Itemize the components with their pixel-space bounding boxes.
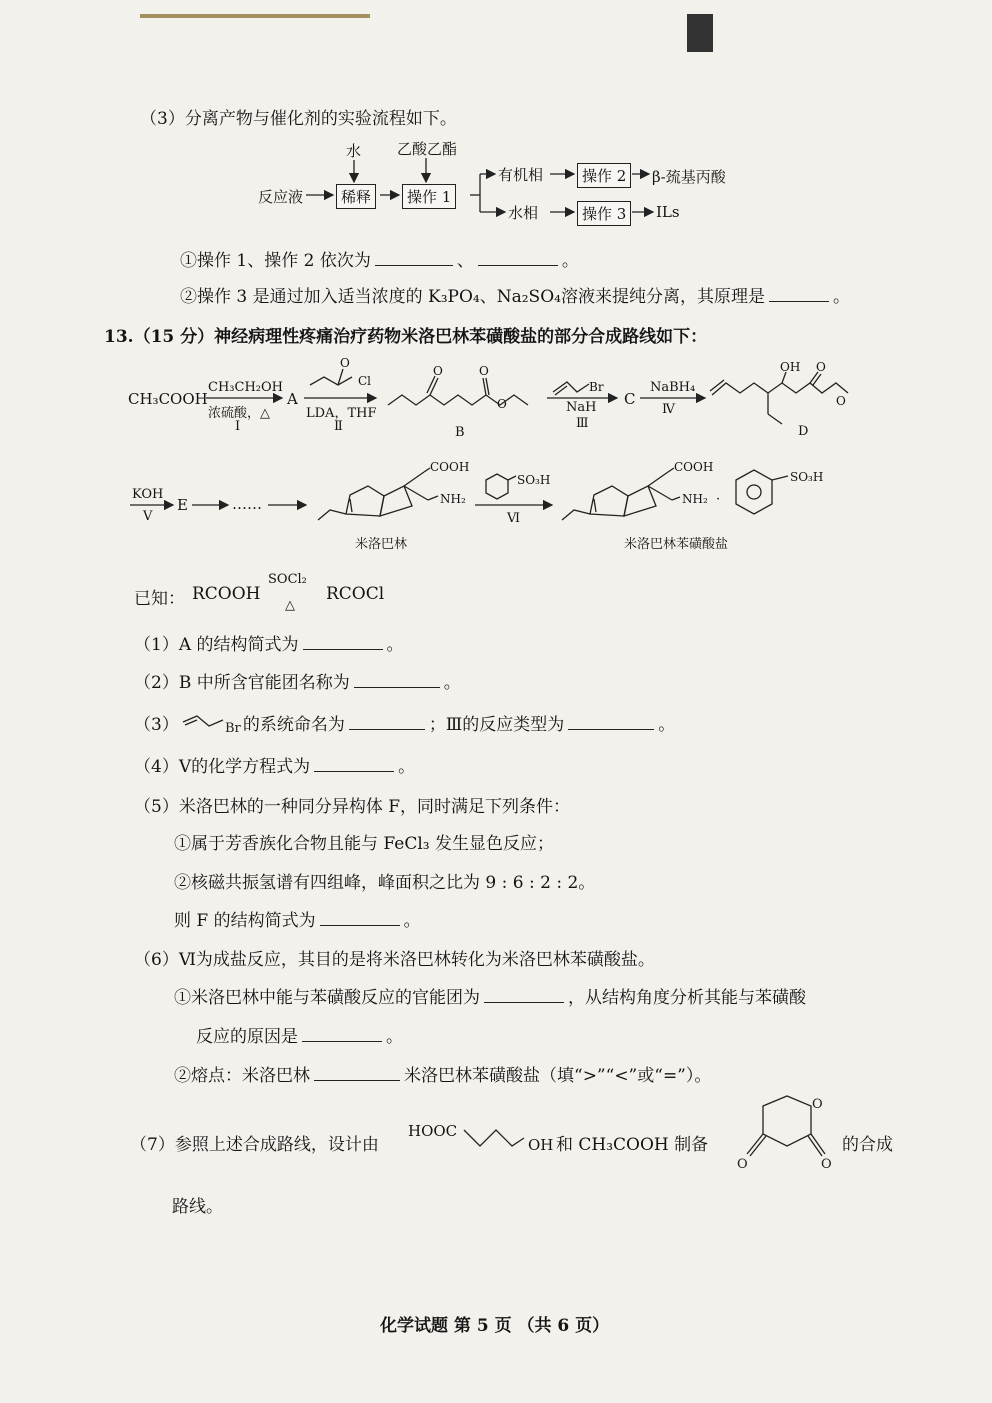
- flow-product1: β-巯基丙酸: [652, 168, 726, 186]
- flow-ethyl-acetate: 乙酸乙酯: [397, 140, 458, 158]
- q13-q3: [134, 710, 675, 736]
- q13-q3-label: （3）: [134, 715, 179, 735]
- q13-q6-2-text: ②熔点：米洛巴林: [174, 1066, 310, 1086]
- answer-blank[interactable]: [320, 924, 400, 926]
- q7-chain-icon: [462, 1120, 532, 1160]
- q13-q1: [134, 630, 404, 655]
- q13-q7-hooc: HOOC: [408, 1122, 458, 1140]
- q13-q2-end: 。: [443, 673, 461, 693]
- q13-q7-text2: 和 CH₃COOH 制备: [556, 1135, 709, 1155]
- known-right: RCOCl: [326, 584, 385, 604]
- scheme-nh2-2: NH₂: [682, 492, 708, 506]
- scheme-step5: Ⅴ: [143, 509, 153, 524]
- q12-sub1-end: 。: [561, 251, 579, 271]
- lactone-ester-o: O: [821, 1157, 832, 1172]
- q13-q7-text1: （7）参照上述合成路线，设计由: [130, 1135, 379, 1155]
- q13-q4-text: （4）Ⅴ的化学方程式为: [134, 757, 311, 777]
- scheme-reagent1-top: CH₃CH₂OH: [208, 380, 283, 395]
- scheme-o2: O: [433, 364, 443, 378]
- known-cond: △: [285, 598, 295, 613]
- known-reagent: SOCl₂: [268, 572, 307, 587]
- scheme-structures: [0, 0, 992, 560]
- scheme-step3: Ⅲ: [576, 416, 589, 431]
- q13-q7-text3: 的合成: [842, 1135, 893, 1155]
- q13-q6-1-text3: 反应的原因是: [196, 1027, 298, 1047]
- flow-water: 水: [346, 142, 362, 160]
- q13-q6-1: [174, 983, 806, 1008]
- answer-blank[interactable]: [302, 1040, 382, 1042]
- flow-input: 反应液: [258, 188, 304, 206]
- scheme-o6: O: [836, 394, 846, 408]
- answer-blank[interactable]: [354, 686, 440, 688]
- known-left: RCOOH: [192, 584, 261, 604]
- scheme-B: B: [455, 425, 465, 440]
- q13-q5-cond2: ②核磁共振氢谱有四组峰，峰面积之比为 9 : 6 : 2 : 2。: [174, 873, 596, 893]
- q12-sub2-end: 。: [832, 287, 850, 307]
- answer-blank[interactable]: [484, 1001, 564, 1003]
- q13-q6: （6）Ⅵ为成盐反应，其目的是将米洛巴林转化为米洛巴林苯磺酸盐。: [134, 950, 655, 970]
- scheme-mirogabalin: 米洛巴林: [355, 537, 408, 552]
- scheme-reagent3-bottom: NaH: [566, 400, 597, 415]
- q3-br-label: Br: [224, 721, 241, 736]
- q13-q3-end: 。: [658, 715, 676, 735]
- scheme-o4: O: [497, 397, 507, 411]
- q13-q6-1-text: ①米洛巴林中能与苯磺酸反应的官能团为: [174, 988, 480, 1008]
- q13-q3-text2: ；Ⅲ的反应类型为: [428, 715, 565, 735]
- scheme-so3h-2: SO₃H: [790, 470, 824, 484]
- q12-part3-intro: （3）分离产物与催化剂的实验流程如下。: [140, 109, 457, 129]
- scheme-E: E: [177, 496, 188, 514]
- scheme-step4: Ⅳ: [662, 402, 675, 417]
- scheme-reagent1-bottom: 浓硫酸，△: [208, 406, 270, 421]
- flow-op3-box: 操作 3: [577, 201, 631, 226]
- q13-q4: [134, 752, 415, 777]
- answer-blank[interactable]: [314, 770, 394, 772]
- q13-q6-2: [174, 1061, 711, 1086]
- lactone-keto-o: O: [737, 1157, 748, 1172]
- q13-q7-oh: OH: [528, 1136, 554, 1154]
- q13-q2: [134, 668, 461, 693]
- scheme-cooh2: COOH: [674, 460, 714, 474]
- q13-q5-cond1: ①属于芳香族化合物且能与 FeCl₃ 发生显色反应；: [174, 834, 554, 854]
- scheme-o1: O: [340, 356, 350, 370]
- scheme-dots: ……: [232, 495, 262, 513]
- q13-header: 13.（15 分）神经病理性疼痛治疗药物米洛巴林苯磺酸盐的部分合成路线如下：: [104, 327, 708, 347]
- q13-q2-text: （2）B 中所含官能团名称为: [134, 673, 350, 693]
- answer-blank[interactable]: [303, 648, 383, 650]
- scheme-C: C: [624, 390, 636, 408]
- scheme-dot: ·: [716, 492, 721, 507]
- scheme-o3: O: [479, 364, 489, 378]
- scheme-nh2-1: NH₂: [440, 492, 466, 506]
- q13-q5-f-text: 则 F 的结构简式为: [174, 911, 316, 931]
- scheme-salt: 米洛巴林苯磺酸盐: [624, 537, 729, 552]
- q12-sub1-text: ①操作 1、操作 2 依次为: [180, 251, 371, 271]
- q13-q6-2-text2: 米洛巴林苯磺酸盐（填“>”“<”或“=”）。: [404, 1066, 712, 1086]
- q13-q1-end: 。: [386, 635, 404, 655]
- lactone-ring-o: O: [812, 1097, 823, 1112]
- scheme-step2: Ⅱ: [334, 419, 343, 434]
- q13-q4-end: 。: [398, 757, 416, 777]
- scheme-cl: Cl: [358, 374, 372, 388]
- page-footer: 化学试题 第 5 页 （共 6 页）: [380, 1316, 610, 1336]
- scheme-step6: Ⅵ: [507, 511, 521, 526]
- answer-blank[interactable]: [314, 1079, 400, 1081]
- scheme-reagent4-top: NaBH₄: [650, 380, 696, 395]
- scheme-cooh1: COOH: [430, 460, 470, 474]
- q13-q6-1-cont: [196, 1022, 403, 1047]
- flow-op2-box: 操作 2: [577, 163, 631, 188]
- scheme-oh: OH: [780, 360, 801, 374]
- scheme-br: Br: [589, 380, 604, 394]
- scheme-A: A: [287, 390, 298, 408]
- q13-q3-text: 的系统命名为: [242, 715, 345, 735]
- q7-target-lactone: [715, 1088, 840, 1178]
- q13-q5: （5）米洛巴林的一种同分异构体 F，同时满足下列条件：: [134, 797, 571, 817]
- scheme-start: CH₃COOH: [128, 390, 208, 408]
- scheme-D: D: [798, 424, 809, 439]
- flow-product2: ILs: [656, 203, 680, 221]
- flow-dilute-box: 稀释: [336, 184, 376, 209]
- scheme-step1: Ⅰ: [235, 419, 241, 434]
- scheme-reagent5-top: KOH: [132, 487, 164, 502]
- q13-q7-text4: 路线。: [172, 1197, 223, 1217]
- known-label: 已知：: [134, 589, 185, 609]
- allyl-bromide-icon: [179, 714, 243, 736]
- answer-blank[interactable]: [349, 728, 425, 730]
- q12-sub1-sep: 、: [456, 251, 474, 271]
- q13-q6-1-text2: ，从结构角度分析其能与苯磺酸: [568, 988, 806, 1008]
- answer-blank[interactable]: [568, 728, 654, 730]
- flow-aqueous: 水相: [508, 204, 539, 222]
- scheme-so3h-1: SO₃H: [517, 473, 551, 487]
- q12-sub2-text: ②操作 3 是通过加入适当浓度的 K₃PO₄、Na₂SO₄溶液来提纯分离，其原理是: [180, 287, 765, 307]
- q13-q1-text: （1）A 的结构简式为: [134, 635, 299, 655]
- flow-organic: 有机相: [498, 166, 544, 184]
- q13-q5-end: 。: [403, 911, 421, 931]
- scheme-reagent2-bottom: LDA，THF: [306, 406, 377, 421]
- q13-q5-f: [174, 906, 421, 931]
- q13-q6-1-end: 。: [386, 1027, 403, 1047]
- flow-op1-box: 操作 1: [402, 184, 456, 209]
- scheme-o5: O: [816, 360, 826, 374]
